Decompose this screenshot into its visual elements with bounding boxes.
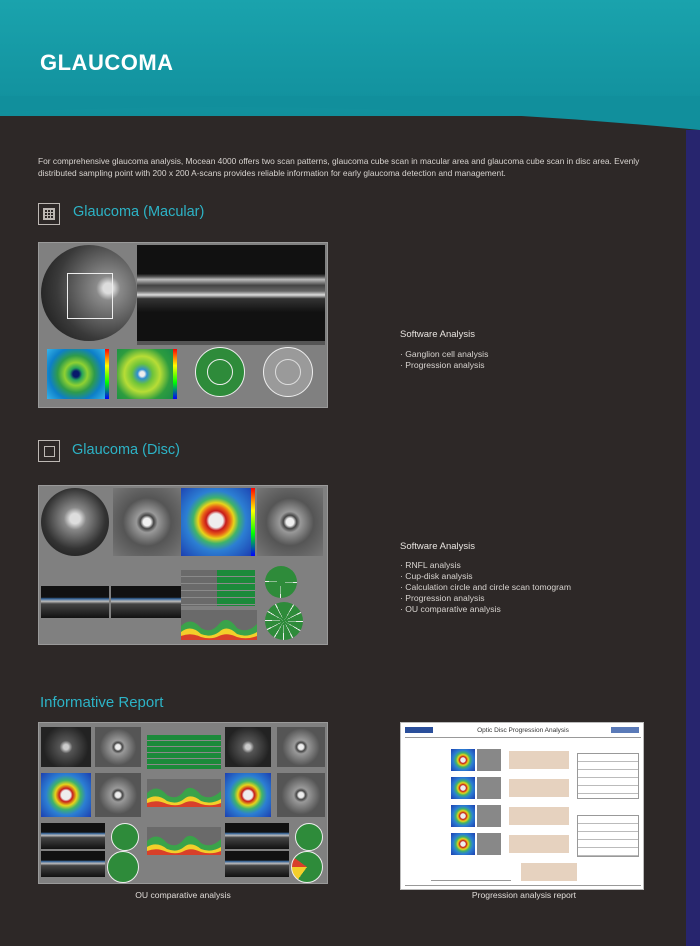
thickness-map-1 (47, 349, 105, 399)
macular-section-title: Glaucoma (Macular) (73, 204, 205, 220)
macular-grid-icon (38, 203, 60, 225)
list-item: · RNFL analysis (400, 560, 461, 570)
tsnit-graph (181, 610, 257, 640)
header-curve (0, 96, 700, 136)
list-item: · Ganglion cell analysis (400, 349, 489, 359)
quadrant-chart (265, 566, 297, 598)
progression-caption: Progression analysis report (471, 890, 577, 900)
clock-hour-chart (265, 602, 303, 640)
side-bar (686, 130, 700, 946)
circle-tomogram-1 (41, 586, 109, 618)
page-title: GLAUCOMA (40, 50, 174, 75)
list-item: · OU comparative analysis (400, 604, 501, 614)
disc-section-title: Glaucoma (Disc) (72, 442, 180, 458)
disc-reference-image (257, 488, 323, 556)
disc-screenshot (38, 485, 328, 645)
disc-square-icon (38, 440, 60, 462)
disc-software-heading: Software Analysis (400, 541, 475, 552)
macular-screenshot (38, 242, 328, 408)
thickness-map-2 (117, 349, 173, 399)
intro-paragraph: For comprehensive glaucoma analysis, Mocean 4000 offers two scan patterns, glaucoma cube scan in macular area and glaucoma cube scan in disc area. Evenly distributed sampling point with 200 x 200 A-scans provides reliable information for early glaucoma detection and management. (38, 156, 640, 178)
list-item: · Progression analysis (400, 360, 485, 370)
report-doc-title: Optic Disc Progression Analysis (477, 727, 569, 734)
progression-report-screenshot (400, 722, 644, 890)
ou-comparative-screenshot (38, 722, 328, 884)
disc-enface-image (113, 488, 181, 556)
disc-fundus-image (41, 488, 109, 556)
list-item: · Progression analysis (400, 593, 485, 603)
ou-caption: OU comparative analysis (135, 890, 231, 900)
rnfl-thickness-map (181, 488, 251, 556)
oct-bscan (137, 245, 325, 341)
list-item: · Calculation circle and circle scan tomogram (400, 582, 571, 592)
macular-software-list (400, 349, 488, 371)
report-section-title: Informative Report (40, 694, 164, 711)
macular-software-heading: Software Analysis (400, 329, 475, 340)
disc-software-list (400, 560, 571, 615)
circle-tomogram-2 (111, 586, 181, 618)
list-item: · Cup-disk analysis (400, 571, 473, 581)
